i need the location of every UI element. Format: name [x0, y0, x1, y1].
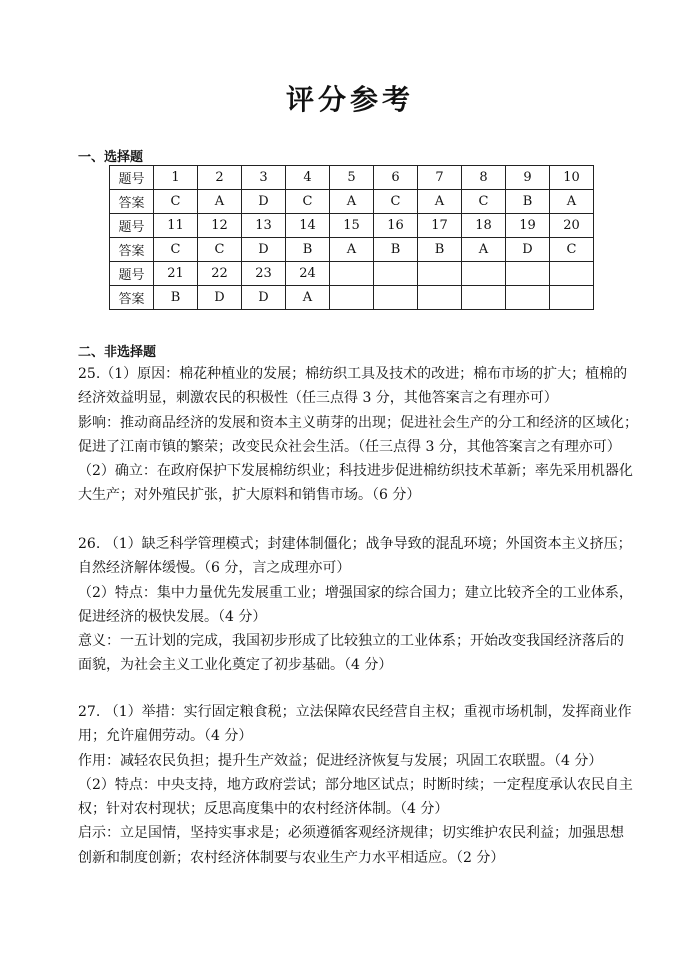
answer-cell: A	[550, 190, 594, 214]
answer-line: 27. （1）举措：实行固定粮食税；立法保障农民经营自主权；重视市场机制，发挥商业作	[78, 704, 632, 720]
row-label: 题号	[110, 214, 154, 238]
answer-cell: 24	[286, 262, 330, 286]
answer-cell: B	[286, 238, 330, 262]
answer-cell: C	[154, 190, 198, 214]
answer-line: 面貌，为社会主义工业化奠定了初步基础。（4 分）	[78, 657, 393, 674]
answer-cell: 19	[506, 214, 550, 238]
answer-cell: 11	[154, 214, 198, 238]
answer-cell: A	[418, 190, 462, 214]
answer-cell: C	[374, 190, 418, 214]
answer-cell: B	[506, 190, 550, 214]
answer-cell: B	[374, 238, 418, 262]
answer-cell: A	[462, 238, 506, 262]
row-label: 答案	[110, 286, 154, 310]
answer-cell: 6	[374, 166, 418, 190]
answer-cell: 17	[418, 214, 462, 238]
answer-table-row	[110, 214, 594, 238]
answer-cell: C	[550, 238, 594, 262]
answer-cell: C	[154, 238, 198, 262]
answer-cell: A	[198, 190, 242, 214]
answer-line: 作用：减轻农民负担；提升生产效益；促进经济恢复与发展；巩固工农联盟。（4 分）	[78, 752, 603, 769]
question-27	[78, 700, 638, 870]
answer-line: 自然经济解体缓慢。（6 分，言之成理亦可）	[78, 560, 351, 577]
answer-cell: 22	[198, 262, 242, 286]
answer-line: 经济效益明显，刺激农民的积极性（任三点得 3 分，其他答案言之有理亦可）	[78, 390, 558, 407]
answer-cell: D	[242, 238, 286, 262]
answer-cell: D	[506, 238, 550, 262]
answer-cell: C	[462, 190, 506, 214]
answer-cell: 21	[154, 262, 198, 286]
answer-cell	[330, 286, 374, 310]
answer-table-row	[110, 286, 594, 310]
answer-cell: 18	[462, 214, 506, 238]
answer-cell: 10	[550, 166, 594, 190]
row-label: 题号	[110, 166, 154, 190]
answer-cell: D	[198, 286, 242, 310]
answer-line: （2）确立：在政府保护下发展棉纺织业；科技进步促进棉纺织技术革新；率先采用机器化	[78, 463, 633, 480]
row-label: 答案	[110, 190, 154, 214]
answer-cell	[462, 262, 506, 286]
answer-cell: B	[418, 238, 462, 262]
answer-line: 影响：推动商品经济的发展和资本主义萌芽的出现；促进社会生产的分工和经济的区域化；	[78, 414, 638, 431]
answer-cell: C	[286, 190, 330, 214]
answer-line: 大生产；对外殖民扩张，扩大原料和销售市场。（6 分）	[78, 487, 421, 504]
answer-cell: D	[242, 286, 286, 310]
answer-cell: 15	[330, 214, 374, 238]
answer-table-row	[110, 238, 594, 262]
row-label: 题号	[110, 262, 154, 286]
answer-line: 25.（1）原因：棉花种植业的发展；棉纺织工具及技术的改进；棉布市场的扩大；植棉的	[78, 366, 628, 382]
answer-table	[109, 165, 594, 310]
question-26	[78, 532, 638, 678]
section-heading-nonchoice: 二、非选择题	[78, 345, 157, 360]
answer-table-row	[110, 262, 594, 286]
answer-line: （2）特点：中央支持，地方政府尝试；部分地区试点；时断时续；一定程度承认农民自主	[78, 776, 633, 793]
section-heading-choice: 一、选择题	[78, 150, 144, 165]
answer-cell: A	[286, 286, 330, 310]
page-title: 评分参考	[285, 83, 414, 116]
answer-line: 创新和制度创新；农村经济体制要与农业生产力水平相适应。（2 分）	[78, 849, 505, 866]
answer-cell	[506, 286, 550, 310]
answer-cell	[418, 262, 462, 286]
row-label: 答案	[110, 238, 154, 262]
answer-line: （2）特点：集中力量优先发展重工业；增强国家的综合国力；建立比较齐全的工业体系，	[78, 584, 633, 601]
answer-cell: 16	[374, 214, 418, 238]
answer-cell: 3	[242, 166, 286, 190]
answer-cell: D	[242, 190, 286, 214]
answer-cell: 20	[550, 214, 594, 238]
answer-cell: 8	[462, 166, 506, 190]
answer-line: 促进经济的极快发展。（4 分）	[78, 608, 267, 625]
answer-cell: 14	[286, 214, 330, 238]
answer-cell	[374, 262, 418, 286]
answer-cell	[418, 286, 462, 310]
answer-line: 权；针对农村现状；反思高度集中的农村经济体制。（4 分）	[78, 801, 449, 818]
answer-line: 意义：一五计划的完成，我国初步形成了比较独立的工业体系；开始改变我国经济落后的	[78, 633, 624, 650]
answer-cell: 7	[418, 166, 462, 190]
answer-line: 用；允许雇佣劳动。（4 分）	[78, 728, 253, 745]
answer-cell: 13	[242, 214, 286, 238]
answer-cell	[550, 286, 594, 310]
answer-line: 启示：立足国情，坚持实事求是；必须遵循客观经济规律；切实维护农民利益；加强思想	[78, 825, 624, 842]
answer-cell: 5	[330, 166, 374, 190]
answer-cell: 23	[242, 262, 286, 286]
answer-line: 26. （1）缺乏科学管理模式；封建体制僵化；战争导致的混乱环境；外国资本主义挤压；	[78, 536, 632, 552]
answer-table-row	[110, 166, 594, 190]
answer-cell: C	[198, 238, 242, 262]
answer-table-row	[110, 190, 594, 214]
answer-cell: 12	[198, 214, 242, 238]
answer-cell: 9	[506, 166, 550, 190]
answer-line: 促进了江南市镇的繁荣；改变民众社会生活。（任三点得 3 分，其他答案言之有理亦可）	[78, 438, 621, 455]
answer-cell: 1	[154, 166, 198, 190]
answer-cell	[374, 286, 418, 310]
answer-cell: A	[330, 238, 374, 262]
answer-cell	[330, 262, 374, 286]
answer-cell: 2	[198, 166, 242, 190]
answer-cell: 4	[286, 166, 330, 190]
answer-cell	[506, 262, 550, 286]
question-25	[78, 362, 638, 508]
answer-cell: B	[154, 286, 198, 310]
answer-cell	[462, 286, 506, 310]
answer-cell: A	[330, 190, 374, 214]
answer-cell	[550, 262, 594, 286]
